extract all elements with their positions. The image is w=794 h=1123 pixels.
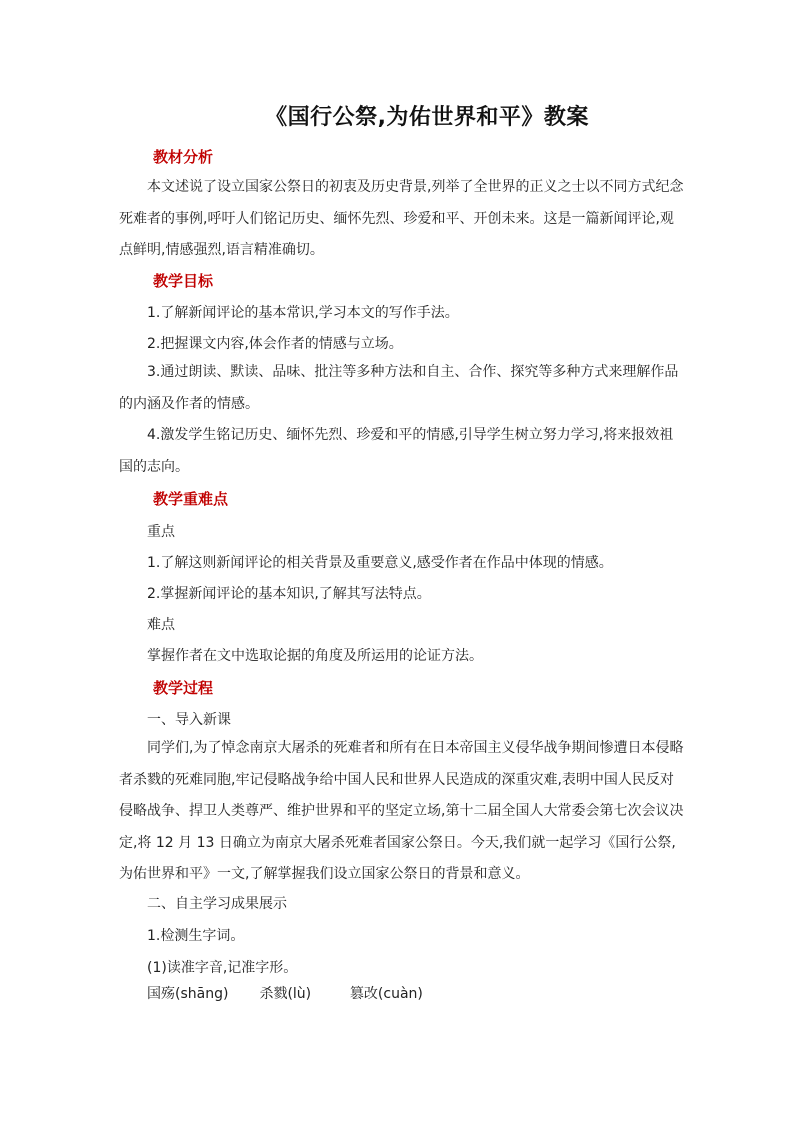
key-label: 重点 xyxy=(147,524,175,540)
difficulty-text: 掌握作者在文中选取论据的角度及所运用的论证方法。 xyxy=(147,648,483,664)
pinyin-item: 杀戮(lù) xyxy=(259,986,312,1002)
goal-item-4: 4.激发学生铭记历史、缅怀先烈、珍爱和平的情感,引导学生树立努力学习,将来报效祖国的志向。 xyxy=(119,427,674,475)
step2-label: 二、自主学习成果展示 xyxy=(147,896,287,912)
goal-item-2: 2.把握课文内容,体会作者的情感与立场。 xyxy=(147,336,403,352)
analysis-paragraph: 本文述说了设立国家公祭日的初衷及历史背景,列举了全世界的正义之士以不同方式纪念死难者的事例,呼吁人们铭记历史、缅怀先烈、珍爱和平、开创未来。这是一篇新闻评论,观点鲜明,情感强烈,语言精准确切。 xyxy=(119,179,684,258)
difficulty-label: 难点 xyxy=(147,617,175,633)
heading-process: 教学过程 xyxy=(153,679,214,697)
step2-sub2: (1)读准字音,记准字形。 xyxy=(147,960,298,976)
heading-analysis: 教材分析 xyxy=(153,148,214,166)
pinyin-item: 篡改(cuàn) xyxy=(349,986,423,1002)
heading-key-points: 教学重难点 xyxy=(153,490,229,508)
pinyin-item: 国殇(shāng) xyxy=(147,986,229,1002)
key-item-1: 1.了解这则新闻评论的相关背景及重要意义,感受作者在作品中体现的情感。 xyxy=(147,555,613,571)
pinyin-row xyxy=(147,983,423,1003)
page-title: 《国行公祭,为佑世界和平》教案 xyxy=(265,105,589,130)
step1-label: 一、导入新课 xyxy=(147,712,231,728)
step1-paragraph: 同学们,为了悼念南京大屠杀的死难者和所有在日本帝国主义侵华战争期间惨遭日本侵略者杀戮的死难同胞,牢记侵略战争给中国人民和世界人民造成的深重灾难,表明中国人民反对侵略战争、捍卫人类尊严、维护世界和平的坚定立场,第十二届全国人大常委会第七次会议决定,将 12 月 13 日确立为南京大屠杀死难者国家公祭日。今天,我们就一起学习《国行公祭,为佑世界和平》一文,了解掌握我们设立国家公祭日的背景和意义。 xyxy=(119,740,684,882)
heading-goals: 教学目标 xyxy=(153,272,214,290)
goal-item-3: 3.通过朗读、默读、品味、批注等多种方法和自主、合作、探究等多种方式来理解作品的内涵及作者的情感。 xyxy=(119,364,679,412)
step2-sub1: 1.检测生字词。 xyxy=(147,928,245,944)
key-item-2: 2.掌握新闻评论的基本知识,了解其写法特点。 xyxy=(147,586,431,602)
goal-item-1: 1.了解新闻评论的基本常识,学习本文的写作手法。 xyxy=(147,305,459,321)
